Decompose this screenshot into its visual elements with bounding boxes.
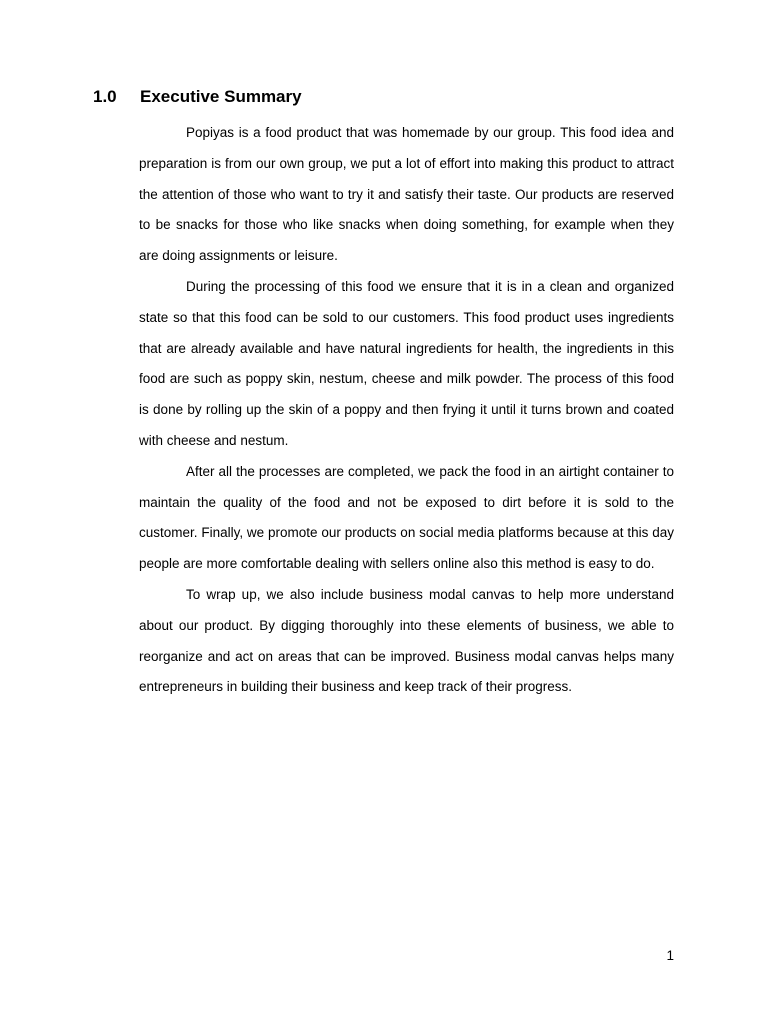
body-text: [139, 118, 674, 703]
paragraph-packaging: After all the processes are completed, we pack the food in an airtight container to maintain the quality of the food and not be exposed to dirt before it is sold to the customer. Finally, we promote our products on social media platforms because at this day people are more comfortable dealing with sellers online also this method is easy to do.: [139, 463, 674, 572]
paragraph-intro: Popiyas is a food product that was homemade by our group. This food idea and preparation is from our own group, we put a lot of effort into making this product to attract the attention of those who want to try it and satisfy their taste. Our products are reserved to be snacks for those who like snacks when doing something, for example when they are doing assignments or leisure.: [139, 125, 674, 264]
paragraph-conclusion: To wrap up, we also include business modal canvas to help more understand about our product. By digging thoroughly into these elements of business, we able to reorganize and act on areas that can be improved. Business modal canvas helps many entrepreneurs in building their business and keep track of their progress.: [139, 586, 674, 695]
section-title: Executive Summary: [140, 87, 302, 106]
page-number: 1: [666, 948, 674, 963]
section-heading: [93, 86, 302, 108]
section-number: 1.0: [93, 87, 117, 106]
paragraph-processing: During the processing of this food we ensure that it is in a clean and organized state so that this food can be sold to our customers. This food product uses ingredients that are already available and have natural ingredients for health, the ingredients in this food are such as poppy skin, nestum, cheese and milk powder. The process of this food is done by rolling up the skin of a poppy and then frying it until it turns brown and coated with cheese and nestum.: [139, 278, 674, 448]
